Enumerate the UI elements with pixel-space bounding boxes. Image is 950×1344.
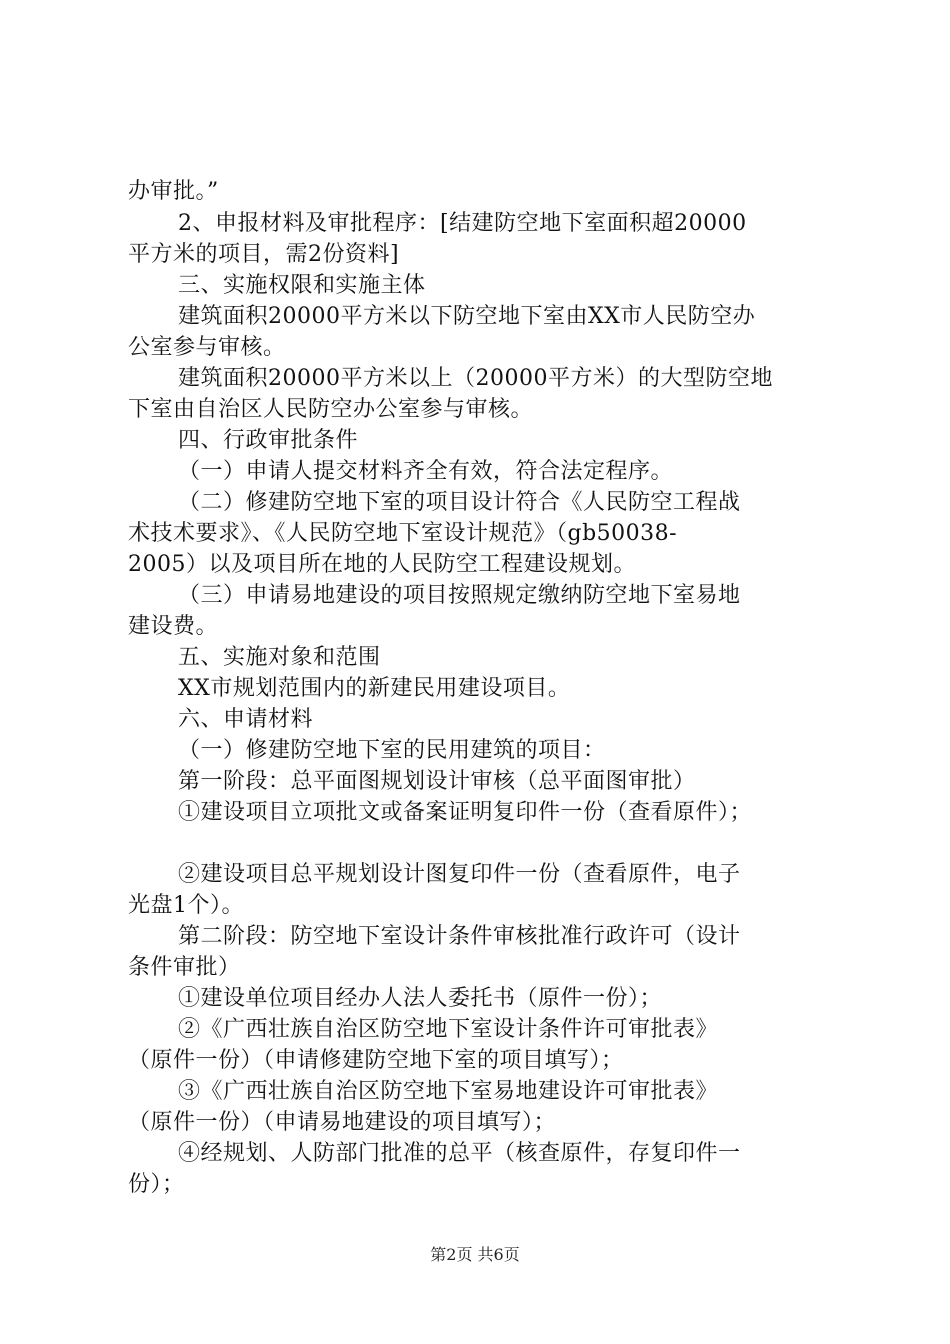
- text-line: 第一阶段：总平面图规划设计审核（总平面图审批）: [178, 769, 696, 794]
- section-heading: 四、行政审批条件: [178, 428, 359, 453]
- text-line: 2、申报材料及审批程序：[结建防空地下室面积超20000: [178, 211, 747, 236]
- text-line: XX市规划范围内的新建民用建设项目。: [178, 676, 571, 701]
- text-line: ②《广西壮族自治区防空地下室设计条件许可审批表》: [178, 1017, 719, 1042]
- text-line: 2005）以及项目所在地的人民防空工程建设规划。: [128, 552, 636, 577]
- text-line: （一）修建防空地下室的民用建筑的项目：: [178, 738, 606, 763]
- text-line: ①建设单位项目经办人法人委托书（原件一份）；: [178, 986, 663, 1011]
- section-heading: 五、实施对象和范围: [178, 645, 381, 670]
- text-line: （原件一份）（申请修建防空地下室的项目填写）；: [128, 1048, 624, 1073]
- text-line: 条件审批）: [128, 955, 241, 980]
- text-line: （三）申请易地建设的项目按照规定缴纳防空地下室易地: [178, 583, 741, 608]
- text-line: 平方米的项目，需2份资料]: [128, 242, 400, 267]
- text-line: 建筑面积20000平方米以下防空地下室由XX市人民防空办: [178, 304, 756, 329]
- text-line: ③《广西壮族自治区防空地下室易地建设许可审批表》: [178, 1079, 719, 1104]
- text-line: 下室由自治区人民防空办公室参与审核。: [128, 397, 534, 422]
- text-line: （二）修建防空地下室的项目设计符合《人民防空工程战: [178, 490, 741, 515]
- text-line: 建设费。: [128, 614, 219, 639]
- text-line: 办审批。”: [128, 179, 219, 204]
- text-line: ②建设项目总平规划设计图复印件一份（查看原件，电子: [178, 862, 741, 887]
- text-line: 份）；: [128, 1172, 185, 1197]
- text-line: 术技术要求》、《人民防空地下室设计规范》（gb50038-: [128, 521, 678, 546]
- text-line: 公室参与审核。: [128, 335, 286, 360]
- text-line: 第二阶段：防空地下室设计条件审核批准行政许可（设计: [178, 924, 741, 949]
- text-line: ④经规划、人防部门批准的总平（核查原件，存复印件一: [178, 1141, 741, 1166]
- text-line: 光盘1个）。: [128, 893, 244, 918]
- page-number-footer: 第2页 共6页: [430, 1245, 520, 1264]
- section-heading: 六、申请材料: [178, 707, 314, 732]
- section-heading: 三、实施权限和实施主体: [178, 273, 426, 298]
- text-line: ①建设项目立项批文或备案证明复印件一份（查看原件）；: [178, 800, 753, 825]
- text-line: 建筑面积20000平方米以上（20000平方米）的大型防空地: [178, 366, 773, 391]
- text-line: （原件一份）（申请易地建设的项目填写）；: [128, 1110, 557, 1135]
- text-line: （一）申请人提交材料齐全有效，符合法定程序。: [178, 459, 674, 484]
